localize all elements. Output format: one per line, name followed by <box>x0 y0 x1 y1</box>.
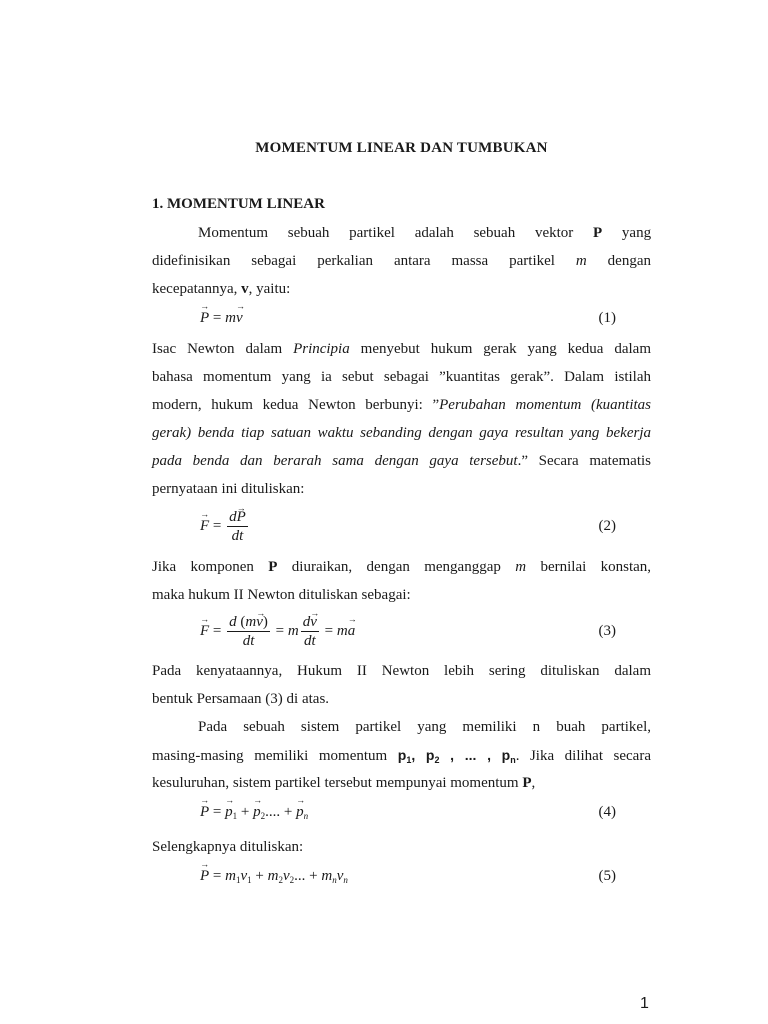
paragraph-momentum-definition <box>152 219 651 303</box>
section-heading: 1. MOMENTUM LINEAR <box>152 196 325 212</box>
paragraph-line: kesuluruhan, sistem partikel tersebut mempunyai momentum P, <box>152 775 536 791</box>
document-title: MOMENTUM LINEAR DAN TUMBUKAN <box>255 140 548 156</box>
paragraph-line: Pada kenyataannya, Hukum II Newton lebih sering dituliskan dalam <box>152 663 651 679</box>
paragraph-line: Selengkapnya dituliskan: <box>152 839 304 855</box>
paragraph-newton <box>152 335 651 503</box>
paragraph-line: Isac Newton dalam Principia menyebut hukum gerak yang kedua dalam <box>152 341 652 357</box>
paragraph-line: gerak) benda tiap satuan waktu sebanding dengan gaya resultan yang bekerja <box>152 425 651 441</box>
paragraph-line: pernyataan ini dituliskan: <box>152 481 305 497</box>
paragraph-line: kecepatannya, v, yaitu: <box>152 281 291 297</box>
paragraph-line: Momentum sebuah partikel adalah sebuah vektor P yang <box>198 225 652 241</box>
paragraph-line: Jika komponen P diuraikan, dengan menganggap m bernilai konstan, <box>152 559 652 575</box>
equation-number: (5) <box>598 868 616 884</box>
paragraph-complete <box>152 833 651 861</box>
paragraph-line: bahasa momentum yang ia sebut sebagai ”kuantitas gerak”. Dalam istilah <box>152 369 651 385</box>
paragraph-line: Pada sebuah sistem partikel yang memiliki n buah partikel, <box>198 719 651 735</box>
paragraph-line: modern, hukum kedua Newton berbunyi: ”Perubahan momentum (kuantitas <box>152 397 651 413</box>
paragraph-line: maka hukum II Newton dituliskan sebagai: <box>152 587 411 603</box>
equation-number: (3) <box>598 623 616 639</box>
paragraph-line: bentuk Persamaan (3) di atas. <box>152 691 330 707</box>
equation-number: (1) <box>598 310 616 326</box>
page-number: 1 <box>640 995 649 1012</box>
equation-number: (4) <box>598 804 616 820</box>
paragraph-components <box>152 553 651 609</box>
paragraph-line: didefinisikan sebagai perkalian antara massa partikel m dengan <box>152 253 651 269</box>
paragraph-line: masing-masing memiliki momentum $p_1$, $p_2$ , ... , $p_n$. Jika dilihat secara <box>152 747 651 765</box>
paragraph-line: pada benda dan berarah sama dengan gaya tersebut.” Secara matematis <box>152 453 651 469</box>
paragraph-observation <box>152 657 651 713</box>
equation-number: (2) <box>598 518 616 534</box>
paragraph-particle-system <box>152 713 651 797</box>
